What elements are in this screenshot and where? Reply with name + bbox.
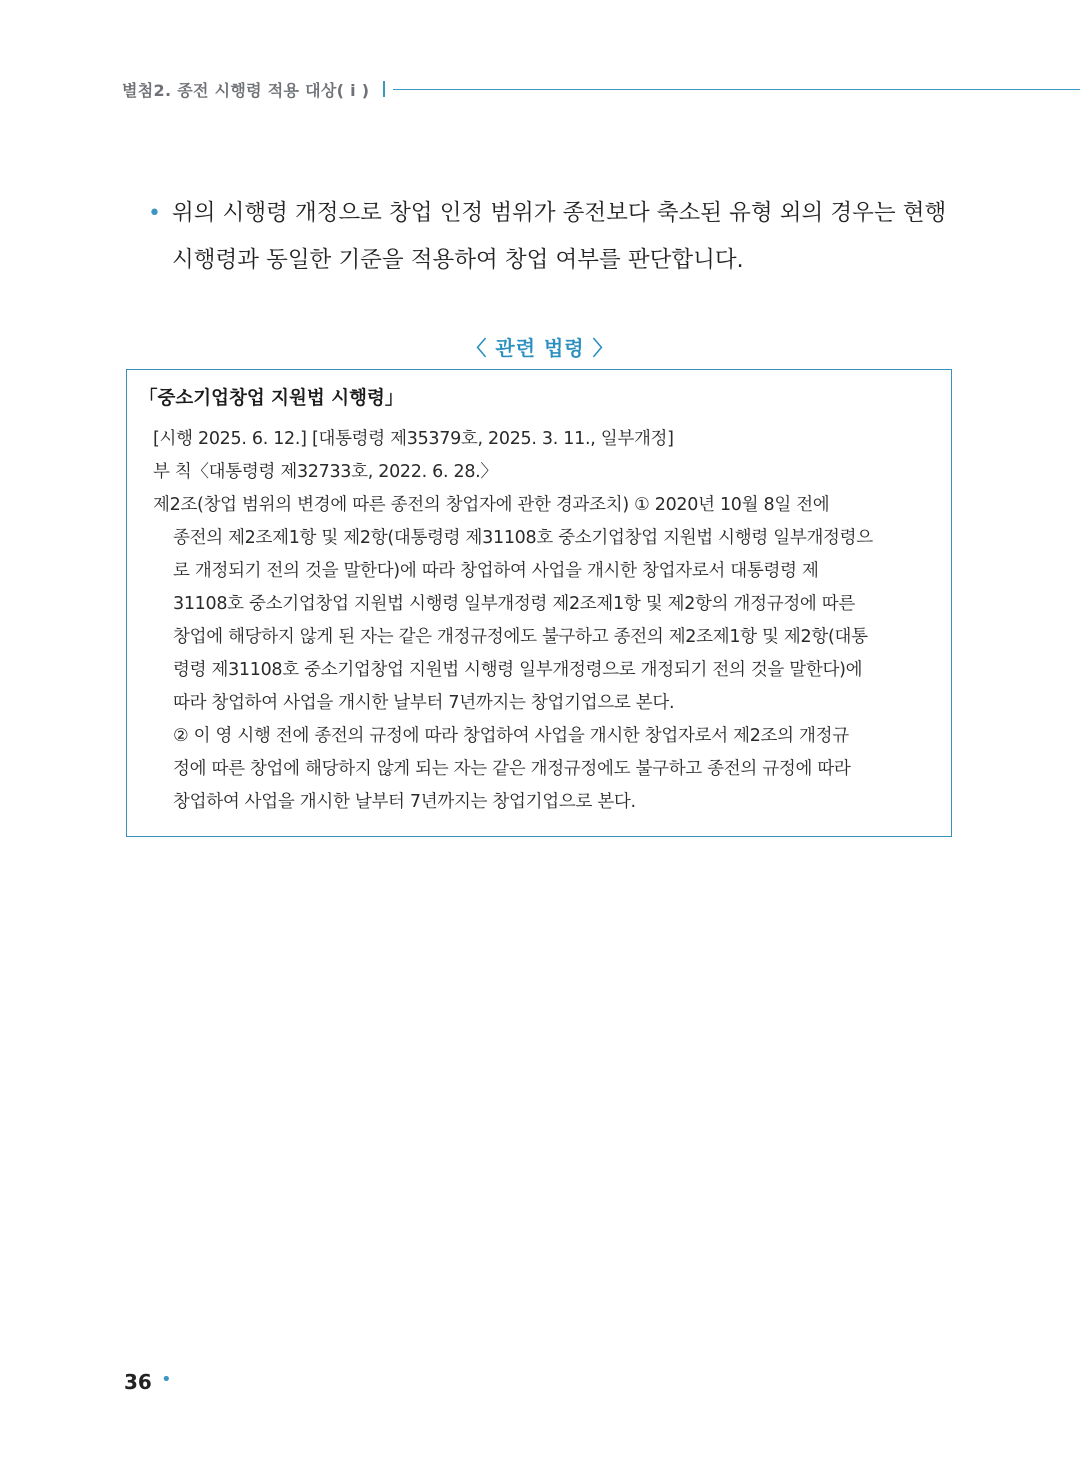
law-article-line-4: 31108호 중소기업창업 지원법 시행령 일부개정령 제2조제1항 및 제2항의 개정규정에 따른	[173, 594, 855, 614]
bullet-line-2: 시행령과 동일한 기준을 적용하여 창업 여부를 판단합니다.	[172, 247, 744, 273]
page-number-dot-icon: •	[161, 1369, 172, 1390]
header-rule	[393, 89, 1080, 90]
law-title: 「중소기업창업 지원법 시행령」	[139, 388, 404, 409]
running-header-title: 별첨2. 종전 시행령 적용 대상( i )	[122, 80, 370, 100]
law-article-line-7: 따라 창업하여 사업을 개시한 날부터 7년까지는 창업기업으로 본다.	[173, 693, 675, 713]
law-excerpt-box	[126, 369, 952, 837]
law-paragraph2-line-3: 창업하여 사업을 개시한 날부터 7년까지는 창업기업으로 본다.	[173, 792, 636, 812]
law-article-line-5: 창업에 해당하지 않게 된 자는 같은 개정규정에도 불구하고 종전의 제2조제1항 및 제2항(대통	[173, 627, 868, 647]
law-paragraph2-line-1: ② 이 영 시행 전에 종전의 규정에 따라 창업하여 사업을 개시한 창업자로서 제2조의 개정규	[173, 726, 849, 746]
page-number: 36	[124, 1370, 152, 1394]
bullet-line-1: 위의 시행령 개정으로 창업 인정 범위가 종전보다 축소된 유형 외의 경우는 현행	[172, 200, 947, 226]
running-header	[122, 74, 1080, 104]
bullet-dot-icon: •	[148, 201, 161, 226]
law-article-line-1: 제2조(창업 범위의 변경에 따른 종전의 창업자에 관한 경과조치) ① 2020년 10월 8일 전에	[153, 495, 830, 515]
law-addenda-line: 부 칙〈대통령령 제32733호, 2022. 6. 28.〉	[153, 462, 498, 482]
law-enforcement-line: [시행 2025. 6. 12.] [대통령령 제35379호, 2025. 3. 11., 일부개정]	[153, 429, 674, 449]
law-paragraph2-line-2: 정에 따른 창업에 해당하지 않게 되는 자는 같은 개정규정에도 불구하고 종전의 규정에 따라	[173, 759, 851, 779]
header-separator-bar	[383, 81, 385, 97]
law-article-line-6: 령령 제31108호 중소기업창업 지원법 시행령 일부개정령으로 개정되기 전의 것을 말한다)에	[173, 660, 863, 680]
law-article-line-3: 로 개정되기 전의 것을 말한다)에 따라 창업하여 사업을 개시한 창업자로서 대통령령 제	[173, 561, 819, 581]
related-law-heading: 〈 관련 법령 〉	[466, 336, 614, 360]
law-article-line-2: 종전의 제2조제1항 및 제2항(대통령령 제31108호 중소기업창업 지원법 시행령 일부개정령으	[173, 528, 873, 548]
bullet-paragraph	[148, 190, 968, 284]
